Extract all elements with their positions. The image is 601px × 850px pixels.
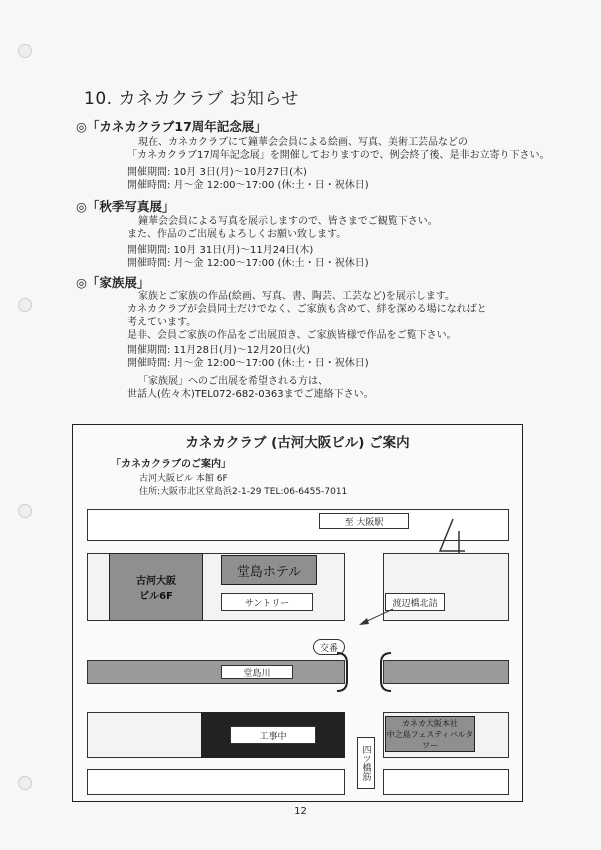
section-title-anniversary: ◎「カネカクラブ17周年記念展」 [76,119,267,134]
building-label: 中之島フェスティバルタワー [386,729,474,750]
street-bottom [383,769,509,795]
label-dojima-river: 堂島川 [221,665,293,679]
section-text: 是非、会員ご家族の作品をご出展頂き、ご家族皆様で作品をご覧下さい。 [127,330,457,341]
section-title-family: ◎「家族展」 [76,275,150,290]
binder-hole [18,504,32,518]
building-dojima-hotel: 堂島ホテル [221,555,317,585]
bridge-right-icon [379,651,393,693]
label-construction: 工事中 [230,726,316,744]
building-suntory: サントリー [221,593,313,611]
pointer-arrow-icon [357,605,397,629]
section-text: カネカクラブが会員同士だけでなく、ご家族も含めて、絆を深める場になればと [127,304,487,315]
section-text: また、作品のご出展もよろしくお願い致します。 [127,229,347,240]
section-text: 鐘華会会員による写真を展示しますので、皆さまでご観覧下さい。 [138,216,438,227]
binder-hole [18,298,32,312]
contact-note: 世話人(佐々木)TEL072-682-0363までご連絡下さい。 [127,389,374,400]
river-dojima [383,660,509,684]
building-label: ビル6F [139,591,173,602]
contact-note: 「家族展」へのご出展を希望される方は、 [138,376,328,387]
section-text: 「カネカクラブ17周年記念展」を開催しておりますので、例会終了後、是非お立寄り下さい。 [127,150,550,161]
street-bottom [87,769,345,795]
section-text: 現在、カネカクラブにて鐘華会会員による絵画、写真、美術工芸品などの [138,137,468,148]
event-hours: 開催時間: 月〜金 12:00〜17:00 (休:土・日・祝休日) [127,180,369,191]
section-text: 家族とご家族の作品(絵画、写真、書、陶芸、工芸など)を展示します。 [138,291,456,302]
section-text: 考えています。 [127,317,197,328]
building-label: カネカ大阪本社 [402,718,458,728]
label-watanabe-bridge-north: 渡辺橋北詰 [385,593,445,611]
bridge-left-icon [335,651,349,693]
building-kaneka-osaka [385,716,475,752]
label-yotsubashi-suji: 四ツ橋筋 [357,737,375,789]
page-number: 12 [294,806,307,817]
event-period: 開催期間: 10月 31日(月)〜11月24日(木) [127,245,314,256]
map-title: カネカクラブ (古河大阪ビル) ご案内 [185,435,410,451]
building-furukawa-osaka [109,553,203,621]
event-period: 開催期間: 11月28日(月)〜12月20日(火) [127,345,311,356]
map-subtitle: 「カネカクラブのご案内」 [111,459,231,470]
binder-hole [18,776,32,790]
building-label: 古河大阪 [136,576,176,587]
page-heading: 10. カネカクラブ お知らせ [84,89,299,109]
binder-hole [18,44,32,58]
river-dojima [87,660,345,684]
event-period: 開催期間: 10月 3日(月)〜10月27日(木) [127,167,307,178]
label-to-osaka-station: 至 大阪駅 [319,513,409,529]
access-map [72,424,523,802]
construction-site [201,712,345,758]
koban-police-box: 交番 [313,639,345,655]
event-hours: 開催時間: 月〜金 12:00〜17:00 (休:土・日・祝休日) [127,358,369,369]
event-hours: 開催時間: 月〜金 12:00〜17:00 (休:土・日・祝休日) [127,258,369,269]
map-address: 住所:大阪市北区堂島浜2-1-29 TEL:06-6455-7011 [139,487,348,497]
section-title-autumn-photo: ◎「秋季写真展」 [76,199,175,214]
map-address: 古河大阪ビル 本館 6F [139,474,228,484]
